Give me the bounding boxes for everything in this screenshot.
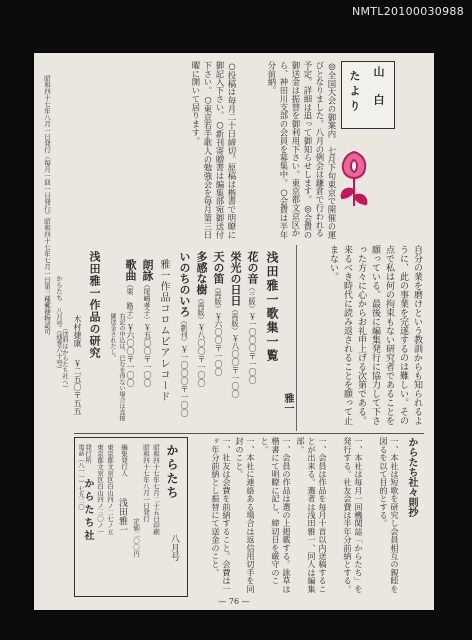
document-page [34, 53, 434, 610]
record-item [138, 259, 157, 387]
book-item [175, 251, 194, 417]
book-title: 花の音 [246, 251, 259, 284]
record-title: 朗詠 [141, 259, 154, 281]
book-edition: （再版） [197, 295, 205, 323]
publication-info-2: からたち 八月号（通巻六十号） [55, 275, 63, 373]
masthead-title-2: 白 [372, 94, 385, 106]
colophon-phone: 電話（八一一）七九二〇 [77, 444, 84, 510]
flower-illustration [334, 150, 374, 208]
colophon-printer: 東京都文京区白山四ノ三〇ノ一 [96, 444, 104, 535]
study-note: （送料はからたち社へ） [61, 325, 68, 391]
book-price: ￥八〇〇〒一〇〇 [197, 323, 206, 387]
book-title: 天の笛 [212, 251, 225, 284]
book-price: ￥一〇〇〇〒一〇〇 [248, 312, 257, 384]
record-note: 右記の申込は、巳むを得ない場合は直接御送金されたし。 [109, 313, 125, 421]
book-price: ￥六〇〇〒一〇〇 [214, 312, 223, 376]
publication-info-1: 昭和四十七年八月一日発行（毎月一回一日発行）昭和四十七年七月一日第三種郵便物認可 [43, 75, 51, 335]
study-price: ￥二五〇〒五五 [73, 359, 82, 415]
colophon-publisher-label: 発行所 [84, 444, 92, 464]
colophon-editor-label: 編集発行人 [120, 444, 128, 477]
book-item [226, 251, 245, 398]
book-item [209, 251, 228, 376]
record-detail: （尾崎孝子） [143, 281, 151, 323]
book-edition: （再版） [231, 306, 239, 334]
colophon-date-2: 昭和四十七年八月一日発行 [142, 444, 150, 522]
record-header: 雅一作品コロムビアレコード [158, 259, 169, 402]
colophon-date-1: 昭和四十七年七月二十五日印刷 [152, 444, 160, 535]
page-number: — 76 — [218, 597, 250, 606]
colophon-price: 定価二〇〇円 [132, 518, 140, 557]
study-title: 浅田雅一作品の研究 [88, 251, 101, 359]
book-edition: （三版） [248, 284, 256, 312]
book-price: ￥八〇〇〒一〇〇 [231, 334, 240, 398]
record-title: 歌曲 [124, 259, 137, 281]
divider-vertical-1 [296, 245, 297, 431]
books-header: 浅田雅一歌集一覧 [265, 251, 279, 363]
rules-title: からたち社々則抄 [406, 437, 417, 517]
masthead-subtitle: たより [348, 70, 361, 115]
colophon-editor-name: 浅田雅一 [117, 498, 127, 534]
book-title: いのちのいろ [178, 251, 191, 317]
rule-item: 一、会員は作品を毎月十首以内送稿することが出来る。選者は浅田雅一、同人は編集部。 [296, 437, 328, 593]
notice-text-1: ◎全国大会の御案内 七月下旬東京で開催の運びとなりました。八月の例会は鎌倉で行われる予定。詳細は追って御知らせします。◎会費の御送金は振替を御利用下さい。東京都文京区から、神田川支部の会員を募集中。○会費は半年分前納。 [267, 61, 337, 239]
book-price: ￥一〇〇〇〒一〇〇 [180, 345, 189, 417]
rule-item: 一、本社は毎月一回機関誌「からたち」を発行する。社友会費は半年分前納とする。 [343, 437, 364, 593]
essay-signature: 雅一 [282, 393, 293, 413]
book-item [192, 251, 211, 387]
colophon-issue: 八月号 [169, 534, 179, 561]
colophon-publisher: からたち社 [82, 478, 93, 543]
divider-horizontal [74, 433, 424, 434]
book-edition: （再版） [214, 284, 222, 312]
colophon-address: 東京都文京区白山四ノ二七ノ五 [106, 444, 114, 535]
book-item [243, 251, 262, 384]
colophon-box [74, 437, 188, 597]
masthead-title-1: 山 [372, 66, 385, 78]
book-title: 多感な樹 [195, 251, 208, 295]
rule-item: 一、本社に連絡ある場合は返信用切手を同封のこと。 [235, 437, 256, 593]
rules-list [194, 437, 400, 597]
essay-text: 自分の業を磨けという教訓からも知られるように、此の事業を完遂するのは難しい。その点で私は何の拘束もない研究者であることを願っている。最後に編集発行に協力して下さった方々に心からお礼申上げる次第である。来るべき時代に読み返されることを願って止まない。 [328, 245, 422, 425]
study-author: 木村捷康 [73, 315, 82, 347]
book-edition: （新刊） [180, 317, 188, 345]
archive-id: NMTL20100030988 [351, 5, 464, 18]
notice-text-2: ○投稿は毎月二十日締切。原稿は楷書で明瞭に御記入下さい。○新刊寄贈書は編集部宛御送付下さい。○東京若手歌人の勉強会を毎月第三日曜に開いて居ります。 [191, 61, 237, 239]
colophon-magazine: からたち [165, 444, 179, 500]
masthead-box [341, 61, 395, 129]
book-title: 栄光の日日 [229, 251, 242, 306]
rule-item: 一、本社は短歌を研究し会員相互の親睦を図るを以て目的とする。 [379, 437, 400, 593]
books-list [174, 251, 262, 429]
record-detail: （栗 路子） [126, 281, 134, 323]
rule-item: 一、会員の作品は選の上掲載する。詠草は楷書にて明瞭に記し、締切日を厳守のこと。 [260, 437, 292, 593]
record-price: ￥五〇〇〒一〇〇 [143, 323, 152, 387]
rule-item: 一、社友は会費を前納すること。会費は一ヶ年分前納とし振替にて送金のこと。 [211, 437, 232, 593]
record-price: ￥六〇〇〒一〇〇 [126, 323, 135, 387]
